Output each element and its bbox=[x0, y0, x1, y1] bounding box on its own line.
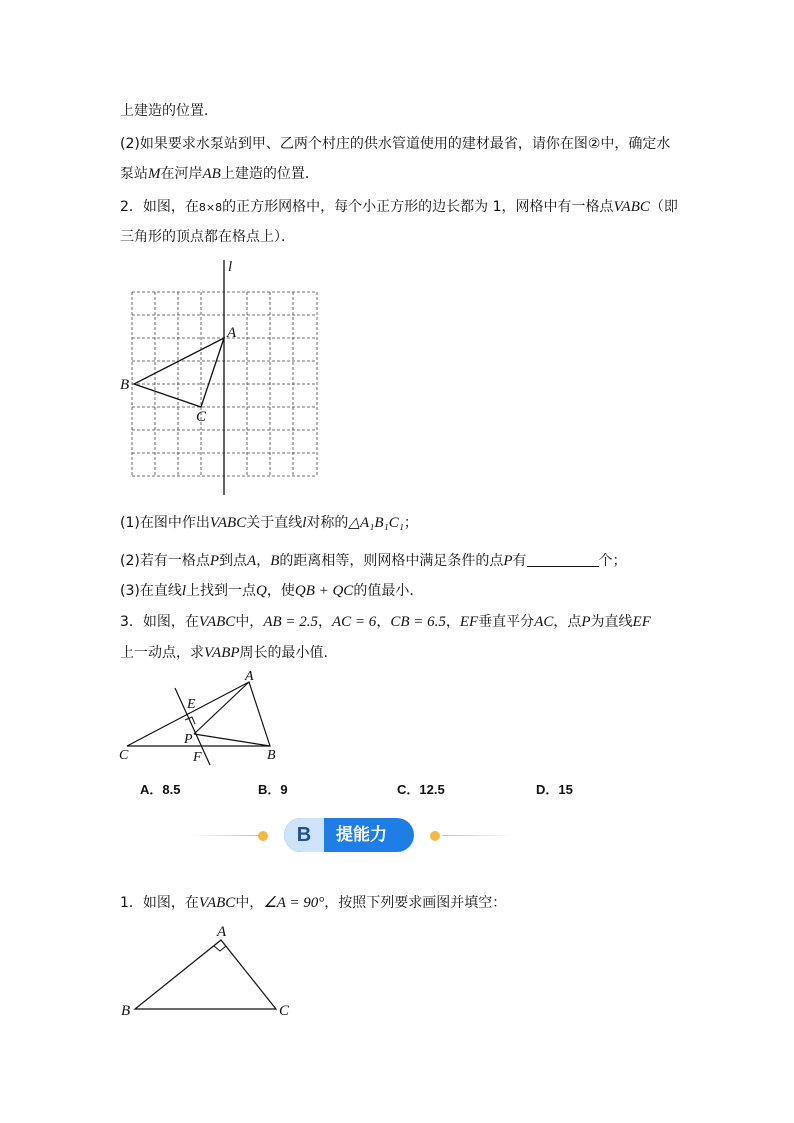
question-3-line: 3．如图，在VABC中，AB = 2.5，AC = 6，CB = 6.5，EF垂直平分AC，点P为直线EF bbox=[120, 614, 651, 630]
triangle-figure-2 bbox=[115, 670, 295, 770]
banner-pill bbox=[284, 818, 414, 852]
label-a: A bbox=[227, 325, 237, 341]
text-line: 上建造的位置． bbox=[120, 103, 218, 119]
right-angle-mark bbox=[214, 946, 226, 951]
banner-letter: B bbox=[284, 818, 324, 852]
triangle-abc bbox=[135, 940, 276, 1009]
option-b[interactable]: B．9 bbox=[258, 782, 288, 797]
label-c: C bbox=[279, 1003, 290, 1019]
right-triangle-figure bbox=[118, 920, 298, 1025]
triangle-abc bbox=[134, 338, 224, 407]
segment-ap bbox=[194, 682, 249, 734]
label-f: F bbox=[193, 750, 202, 765]
label-b: B bbox=[120, 377, 130, 393]
subquestion-2: (2)若有一格点P到点A，B的距离相等，则网格中满足条件的点P有 个； bbox=[120, 553, 627, 569]
banner-left-line bbox=[190, 835, 260, 836]
section-banner bbox=[190, 816, 510, 856]
banner-right-dot bbox=[430, 831, 440, 841]
banner-left-dot bbox=[258, 831, 268, 841]
text-line: (2)如果要求水泵站到甲、乙两个村庄的供水管道使用的建材最省，请你在图②中，确定水 bbox=[120, 136, 671, 152]
grid-figure bbox=[110, 255, 340, 500]
label-c: C bbox=[196, 409, 207, 425]
label-e: E bbox=[187, 697, 196, 712]
subquestion-3: (3)在直线l上找到一点Q，使QB + QC的值最小． bbox=[120, 583, 424, 599]
answer-blank[interactable] bbox=[527, 552, 599, 567]
label-b: B bbox=[121, 1003, 131, 1019]
subquestion-1: (1)在图中作出VABC关于直线l对称的△A₁B₁C₁； bbox=[120, 515, 418, 531]
label-c: C bbox=[119, 748, 129, 763]
option-c[interactable]: C．12.5 bbox=[397, 782, 445, 797]
option-d[interactable]: D．15 bbox=[536, 782, 573, 797]
banner-title: 提能力 bbox=[336, 825, 387, 845]
question-3-line: 上一动点，求VABP周长的最小值. bbox=[120, 645, 328, 661]
segment-pb bbox=[194, 734, 270, 746]
label-a: A bbox=[245, 670, 254, 684]
label-l: l bbox=[228, 259, 233, 275]
label-p: P bbox=[184, 732, 193, 747]
option-a[interactable]: A．8.5 bbox=[140, 782, 181, 797]
question-b1-line: 1．如图，在VABC中，∠A = 90°，按照下列要求画图并填空： bbox=[120, 895, 507, 911]
label-a: A bbox=[217, 924, 227, 940]
banner-right-line bbox=[442, 835, 512, 836]
label-b: B bbox=[267, 748, 276, 763]
question-2-line: 三角形的顶点都在格点上）． bbox=[120, 229, 295, 245]
triangle-abc bbox=[127, 682, 270, 746]
text-line: 泵站M在河岸AB上建造的位置． bbox=[120, 166, 319, 182]
question-2-line: 2．如图，在8×8的正方形网格中，每个小正方形的边长都为 1，网格中有一格点VABC（即 bbox=[120, 199, 678, 215]
